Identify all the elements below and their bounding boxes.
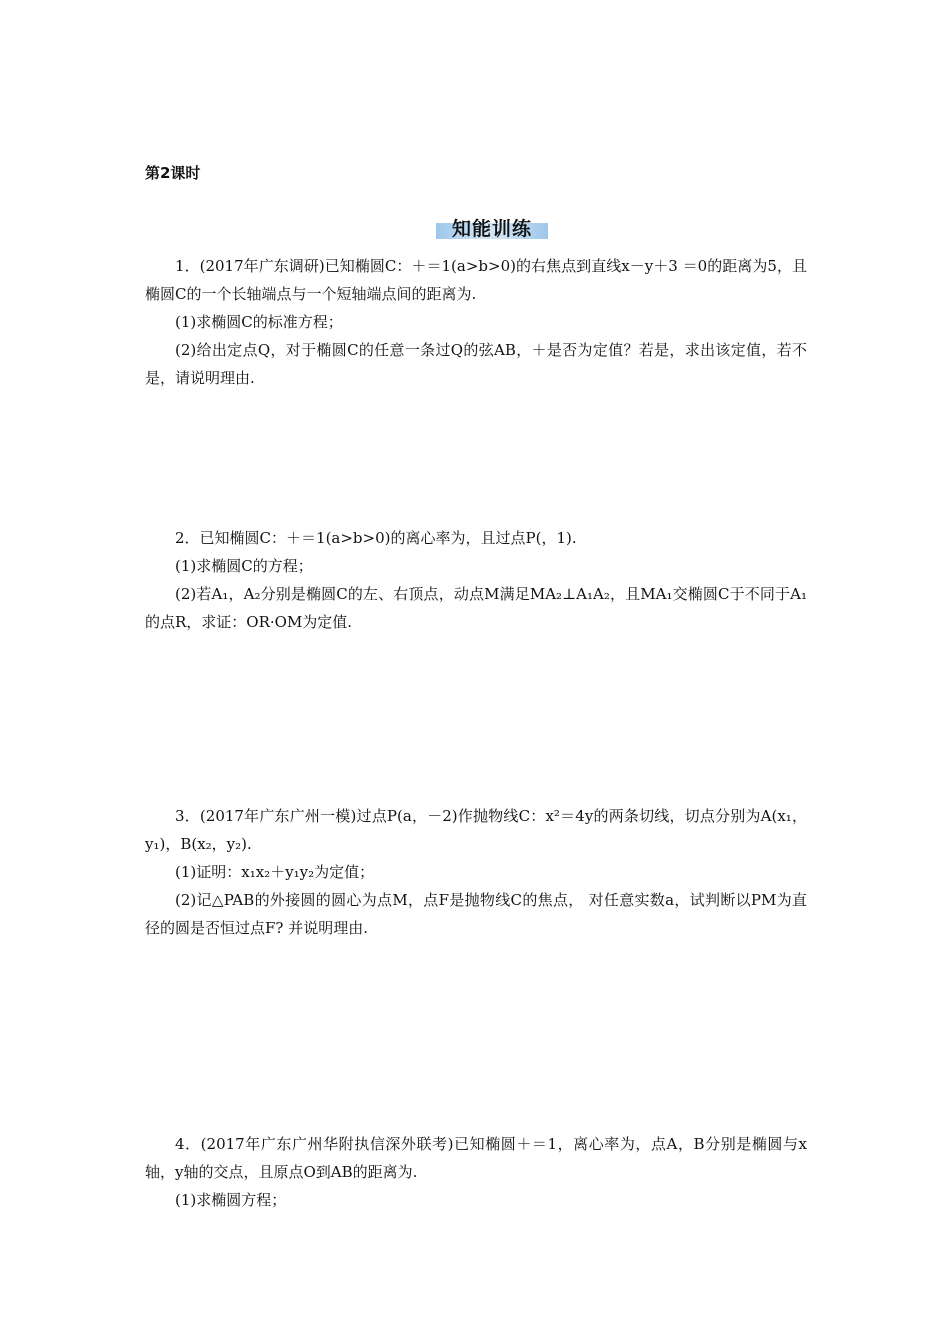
problem-3-stem: 3．(2017年广东广州一模)过点P(a，－2)作抛物线C：x²＝4y的两条切线，切点分别为A(x₁，y₁)，B(x₂，y₂). (145, 807, 807, 853)
lesson-title: 第2课时 (145, 164, 201, 182)
problem-1-part-2: (2)给出定点Q，对于椭圆C的任意一条过Q的弦AB，＋是否为定值？若是，求出该定值，若不是，请说明理由. (145, 341, 807, 387)
banner-text: 知能训练 (451, 218, 532, 240)
problem-4-part-1: (1)求椭圆方程； (175, 1191, 287, 1209)
problem-2-stem: 2．已知椭圆C：＋＝1(a>b>0)的离心率为，且过点P(，1). (175, 529, 577, 547)
problem-2-part-2: (2)若A₁，A₂分别是椭圆C的左、右顶点，动点M满足MA₂⊥A₁A₂，且MA₁交椭圆C于不同于A₁的点R，求证：OR·OM为定值. (145, 585, 807, 631)
section-banner (436, 214, 548, 241)
problem-1-part-1: (1)求椭圆C的标准方程； (175, 313, 343, 331)
problem-4-stem: 4．(2017年广东广州华附执信深外联考)已知椭圆＋＝1，离心率为，点A，B分别是椭圆与x轴，y轴的交点，且原点O到AB的距离为. (145, 1135, 807, 1181)
problem-3-part-1: (1)证明：x₁x₂＋y₁y₂为定值； (175, 863, 375, 881)
problem-1-stem: 1．(2017年广东调研)已知椭圆C：＋＝1(a>b>0)的右焦点到直线x－y＋3 ＝0的距离为5，且椭圆C的一个长轴端点与一个短轴端点间的距离为. (145, 257, 807, 303)
problem-3-part-2: (2)记△PAB的外接圆的圆心为点M，点F是抛物线C的焦点， 对任意实数a，试判断以PM为直径的圆是否恒过点F? 并说明理由. (145, 891, 807, 937)
problem-2-part-1: (1)求椭圆C的方程； (175, 557, 313, 575)
